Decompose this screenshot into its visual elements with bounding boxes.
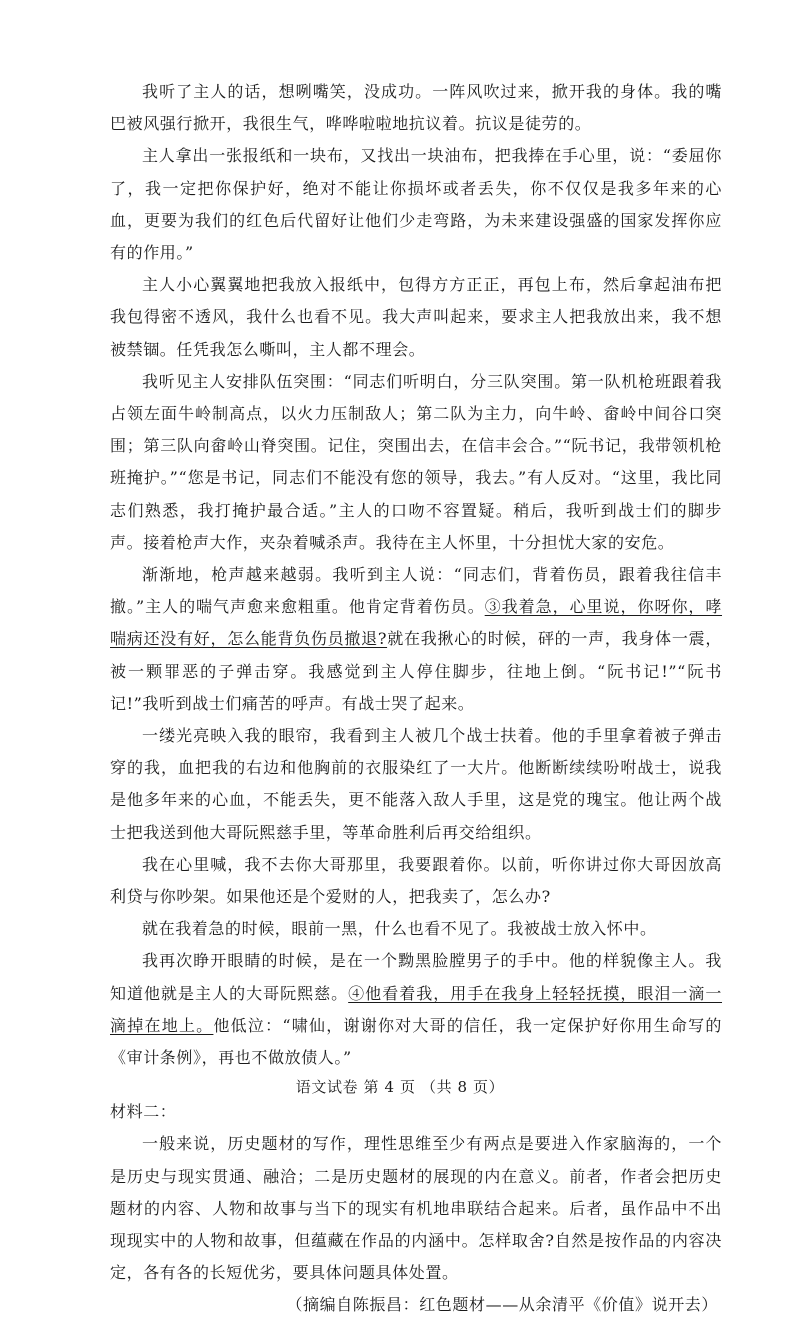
- paragraph-5-text-b: 就在我揪心的时候，砰的一声，我身体一震，被一颗罪恶的子弹击穿。我感觉到主人停住脚步，往地上倒。“阮书记!”“阮书记!”我听到战士们痛苦的呼声。有战士哭了起来。: [110, 629, 722, 713]
- page-footer: 语文试卷 第 4 页 （共 8 页）: [295, 1078, 505, 1096]
- paragraph-9: [110, 945, 722, 1074]
- paragraph-8-text: 就在我着急的时候，眼前一黑，什么也看不见了。我被战士放入怀中。: [142, 919, 657, 939]
- paragraph-7-text: 我在心里喊，我不去你大哥那里，我要跟着你。以前，听你讲过你大哥因放高利贷与你吵架。如果他还是个爱财的人，把我卖了，怎么办?: [110, 854, 722, 907]
- paragraph-4: [110, 366, 722, 559]
- paragraph-1-text: 我听了主人的话，想咧嘴笑，没成功。一阵风吹过来，掀开我的身体。我的嘴巴被风强行掀开，我很生气，哗哗啦啦地抗议着。抗议是徒劳的。: [110, 82, 722, 134]
- paragraph-1: [110, 76, 722, 140]
- paragraph-8: [110, 913, 722, 945]
- paragraph-7: [110, 849, 722, 913]
- material-two-heading: 材料二：: [110, 1102, 177, 1122]
- material-two-paragraph: 一般来说，历史题材的写作，理性思维至少有两点是要进入作家脑海的，一个是历史与现实贯通、融洽；二是历史题材的展现的内在意义。前者，作者会把历史题材的内容、人物和故事与当下的现实有机地串联结合起来。后者，虽作品中不出现现实中的人物和故事，但蕴藏在作品的内涵中。怎样取舍?自然是按作品的内容决定，各有各的长短优劣，要具体问题具体处置。: [110, 1134, 722, 1283]
- paragraph-9-text-b: 他低泣：“啸仙，谢谢你对大哥的信任，我一定保护好你用生命写的《审计条例》，再也不做放债人。”: [110, 1015, 722, 1068]
- underlined-sentence-4: ④他看着我，用手在我身上轻轻抚摸，眼泪一滴一滴掉在地上。: [110, 983, 723, 1035]
- paragraph-3-text: 主人小心翼翼地把我放入报纸中，包得方方正正，再包上布，然后拿起油布把我包得密不透风，我什么也看不见。我大声叫起来，要求主人把我放出来，我不想被禁锢。任凭我怎么嘶叫，主人都不理会。: [110, 275, 722, 359]
- paragraph-3: [110, 269, 722, 366]
- paragraph-4-text: 我听见主人安排队伍突围：“同志们听明白，分三队突围。第一队机枪班跟着我占领左面牛岭制高点，以火力压制敌人；第二队为主力，向牛岭、畲岭中间谷口突围；第三队向畲岭山脊突围。记住，突围出去，在信丰会合。”“阮书记，我带领机枪班掩护。”“您是书记，同志们不能没有您的领导，我去。”有人反对。“这里，我比同志们熟悉，我打掩护最合适。”主人的口吻不容置疑。稍后，我听到战士们的脚步声。接着枪声大作，夹杂着喊杀声。我待在主人怀里，十分担忧大家的安危。: [110, 371, 722, 552]
- paragraph-2-text: 主人拿出一张报纸和一块布，又找出一块油布，把我捧在手心里，说：“委屈你了，我一定把你保护好，绝对不能让你损坏或者丢失，你不仅仅是我多年来的心血，更要为我们的红色后代留好让他们少走弯路，为未来建设强盛的国家发挥你应有的作用。”: [110, 146, 722, 263]
- paragraph-5-text-a: 渐渐地，枪声越来越弱。我听到主人说：“同志们，背着伤员，跟着我往信丰撤。”主人的喘气声愈来愈粗重。他肯定背着伤员。: [110, 565, 722, 617]
- source-citation: （摘编自陈振昌：红色题材——从余清平《价值》说开去）: [286, 1295, 718, 1315]
- paragraph-5: [110, 559, 722, 720]
- paragraph-9-text-a: 我再次睁开眼睛的时候，是在一个黝黑脸膛男子的手中。他的样貌像主人。我知道他就是主人的大哥阮熙慈。: [110, 951, 722, 1003]
- paragraph-2: [110, 140, 722, 269]
- underlined-sentence-3: ③我着急，心里说，你呀你，哮喘病还没有好，怎么能背负伤员撤退?: [110, 597, 723, 649]
- paragraph-6: [110, 720, 722, 849]
- paragraph-6-text: 一缕光亮映入我的眼帘，我看到主人被几个战士扶着。他的手里拿着被子弹击穿的我，血把我的右边和他胸前的衣服染红了一大片。他断断续续吩咐战士，说我是他多年来的心血，不能丢失，更不能落入敌人手里，这是党的瑰宝。他让两个战士把我送到他大哥阮熙慈手里，等革命胜利后再交给组织。: [110, 726, 722, 842]
